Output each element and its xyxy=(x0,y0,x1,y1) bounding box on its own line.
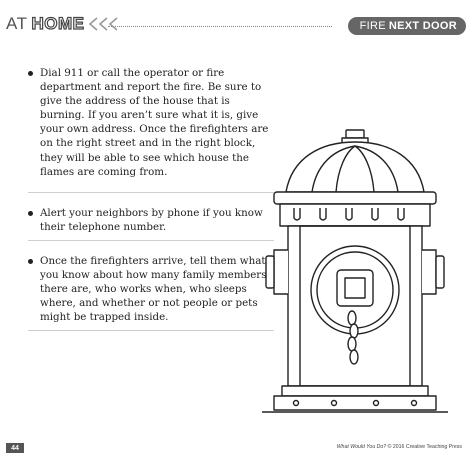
bullet-divider xyxy=(28,240,274,241)
header-dotted-rule xyxy=(108,26,332,27)
triple-chevron-left-icon xyxy=(88,17,122,31)
bullet-item: Alert your neighbors by phone if you know their telephone number. xyxy=(28,206,274,234)
badge-strong-text: NEXT DOOR xyxy=(388,20,457,32)
copyright-text: © 2016 Creative Teaching Press xyxy=(387,444,462,450)
section-header xyxy=(6,12,122,36)
page-number: 44 xyxy=(6,443,24,453)
section-prefix: AT xyxy=(6,14,28,33)
book-title: What Would You Do? xyxy=(336,444,387,450)
footer-credit xyxy=(337,444,462,450)
bullet-divider xyxy=(28,330,274,331)
chapter-badge xyxy=(348,17,466,35)
bullet-list xyxy=(28,66,274,179)
section-name: HOME xyxy=(31,14,85,33)
bullet-divider xyxy=(28,192,274,193)
fire-hydrant-illustration xyxy=(262,128,448,418)
bullet-item: Once the firefighters arrive, tell them what you know about how many family members there are, who works when, who sleeps where, and whether or not people or pets might be trapped inside. xyxy=(28,254,274,324)
bullet-item: Dial 911 or call the operator or fire department and report the fire. Be sure to give the address of the house that is burning. If you aren’t sure what it is, give your own address. Once the firefighters are on the right street and in the right block, they will be able to see which house the flames are coming from. xyxy=(28,66,274,179)
badge-light-text: FIRE xyxy=(359,20,386,32)
bullet-list xyxy=(28,206,274,234)
bullet-list xyxy=(28,254,274,324)
